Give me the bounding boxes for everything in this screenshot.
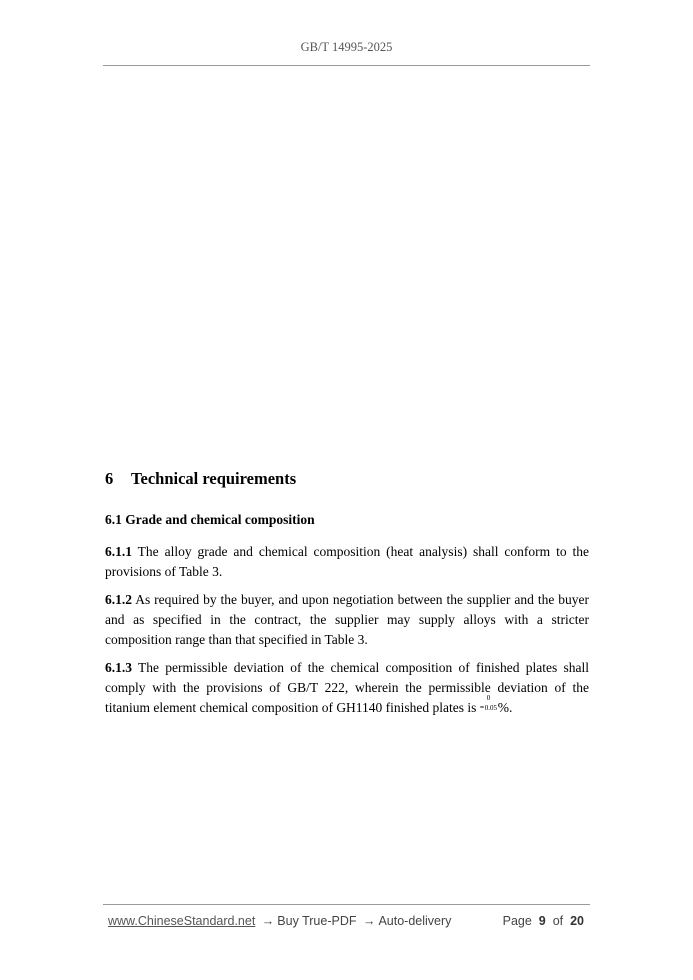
deviation-lower: 0.05 xyxy=(484,704,498,712)
clause-6-1-1 xyxy=(105,542,589,582)
page-total: 20 xyxy=(570,914,584,928)
arrow-right-icon: → xyxy=(261,914,275,928)
clause-number: 6.1.3 xyxy=(105,660,132,675)
clause-text: The permissible deviation of the chemical composition of finished plates shall comply with the provisions of GB/T 222, wherein the permissible deviation of the titanium element chemical composition of GH1140 finished plates is xyxy=(105,660,589,715)
footer-divider xyxy=(103,904,590,905)
clause-text: As required by the buyer, and upon negotiation between the supplier and the buyer and as specified in the contract, the supplier may supply alloys with a stricter composition range than that specified in Table 3. xyxy=(105,592,589,647)
page-footer xyxy=(108,912,584,930)
page-label: Page xyxy=(502,914,532,928)
header-divider xyxy=(103,65,590,66)
clause-number: 6.1.1 xyxy=(105,544,132,559)
clause-6-1-2 xyxy=(105,590,589,650)
section-heading xyxy=(105,468,589,490)
page-current: 9 xyxy=(538,914,546,928)
deviation-sign: - xyxy=(479,698,485,713)
subsection-heading: 6.1 Grade and chemical composition xyxy=(105,512,315,527)
clause-number: 6.1.2 xyxy=(105,592,132,607)
section-title: Technical requirements xyxy=(131,469,297,488)
section-number: 6 xyxy=(105,469,114,488)
page-of: of xyxy=(552,914,564,928)
arrow-right-icon: → xyxy=(362,914,376,928)
page-indicator xyxy=(503,912,584,930)
running-header: GB/T 14995-2025 xyxy=(300,40,393,54)
deviation-notation xyxy=(479,694,498,713)
site-link[interactable]: www.ChineseStandard.net xyxy=(108,914,256,928)
deviation-upper: 0 xyxy=(486,694,491,702)
auto-delivery-text: Auto-delivery xyxy=(378,914,452,928)
buy-pdf-text: Buy True-PDF xyxy=(277,914,357,928)
page-content xyxy=(105,468,589,726)
clause-text: The alloy grade and chemical composition (heat analysis) shall conform to the provisions of Table 3. xyxy=(105,544,589,579)
clause-6-1-3 xyxy=(105,658,589,718)
clause-suffix: %. xyxy=(497,700,513,715)
